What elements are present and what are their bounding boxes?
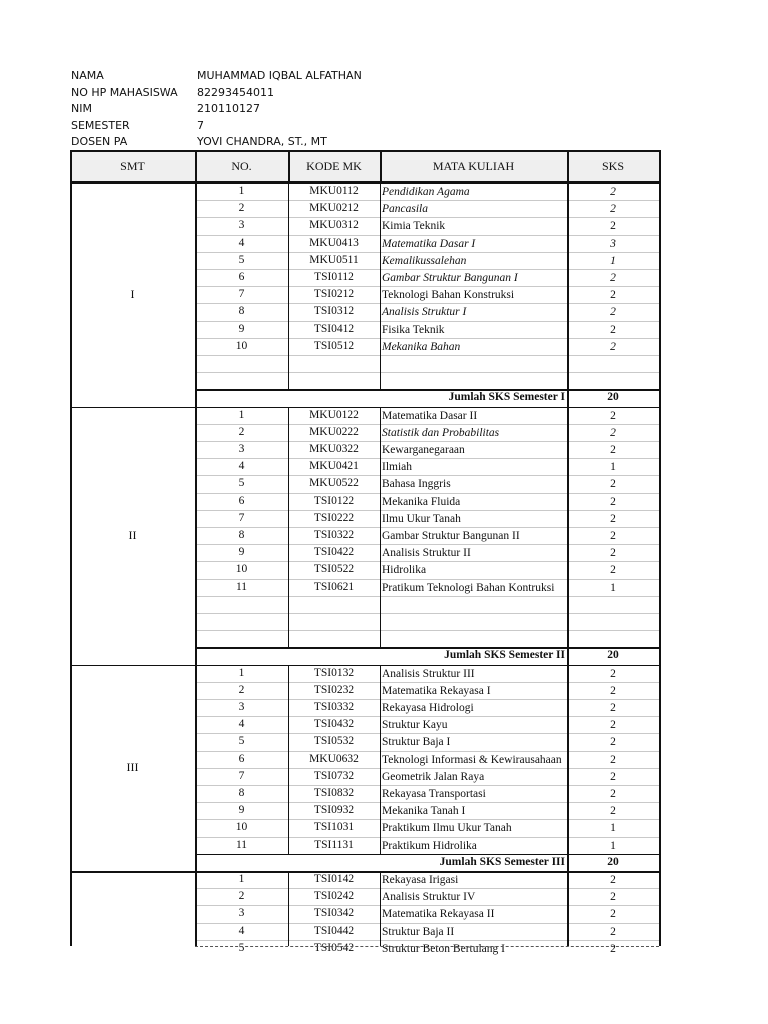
course-name: Ilmiah	[382, 461, 413, 474]
course-no: 6	[238, 752, 245, 765]
info-value: 210110127	[197, 102, 260, 116]
course-code: TSI0132	[313, 666, 355, 679]
course-no: 7	[238, 769, 245, 782]
course-sks: 2	[610, 530, 616, 542]
course-name: Pratikum Teknologi Bahan Kontruksi	[382, 581, 555, 594]
semester-total-value: 20	[607, 649, 619, 662]
course-no: 2	[238, 425, 245, 438]
course-name: Matematika Dasar II	[382, 409, 478, 422]
course-code: TSI0732	[313, 769, 355, 782]
course-no: 3	[238, 907, 245, 920]
course-code: TSI0312	[313, 305, 355, 318]
course-name: Rekayasa Irigasi	[382, 874, 459, 886]
course-name: Struktur Kayu	[382, 719, 448, 732]
course-code: TSI0542	[313, 941, 355, 954]
course-name: Statistik dan Probabilitas	[382, 426, 500, 439]
course-sks: 2	[610, 512, 616, 525]
course-code: MKU0322	[309, 443, 359, 455]
course-no: 1	[238, 185, 245, 197]
course-no: 8	[238, 529, 245, 541]
grid-line	[195, 510, 659, 511]
grid-line	[195, 441, 659, 442]
course-code: TSI0422	[313, 546, 355, 559]
page-cut-line	[195, 946, 659, 947]
course-code: MKU0212	[309, 202, 359, 215]
course-name: Matematika Dasar I	[382, 237, 476, 250]
course-code: MKU0312	[309, 219, 359, 232]
course-no: 7	[238, 511, 245, 524]
row-border	[70, 150, 659, 152]
column-border	[70, 871, 72, 946]
course-name: Mekanika Fluida	[382, 495, 461, 508]
course-sks: 2	[610, 753, 616, 766]
course-sks: 2	[610, 564, 616, 577]
column-border	[288, 183, 289, 389]
column-border	[567, 871, 569, 946]
course-sks: 2	[610, 770, 616, 783]
course-sks: 2	[610, 272, 616, 284]
course-code: MKU0421	[309, 460, 359, 473]
course-name: Fisika Teknik	[382, 323, 445, 336]
info-value: 7	[197, 118, 204, 132]
grid-line	[195, 768, 659, 769]
course-name: Analisis Struktur I	[382, 306, 467, 319]
course-no: 10	[235, 821, 248, 834]
column-border	[380, 407, 381, 648]
course-no: 4	[238, 236, 245, 249]
course-name: Analisis Struktur III	[382, 667, 475, 680]
info-label: NO HP MAHASISWA	[71, 85, 178, 99]
course-sks: 2	[610, 289, 616, 302]
grid-line	[195, 630, 659, 631]
course-name: Rekayasa Hidrologi	[382, 702, 474, 714]
course-code: TSI0332	[313, 701, 355, 713]
course-sks: 2	[610, 942, 616, 955]
semester-total-value: 20	[607, 391, 619, 404]
course-name: Praktikum Hidrolika	[382, 839, 477, 852]
column-border	[567, 183, 569, 407]
course-sks: 2	[610, 788, 616, 800]
grid-line	[195, 269, 659, 270]
course-no: 1	[238, 873, 245, 885]
course-no: 1	[238, 666, 245, 679]
course-sks: 2	[610, 684, 616, 697]
course-sks: 2	[610, 925, 616, 938]
column-border	[70, 665, 72, 871]
course-sks: 2	[610, 736, 616, 749]
info-label: DOSEN PA	[71, 135, 128, 149]
course-code: MKU0222	[309, 425, 359, 438]
course-no: 9	[238, 322, 245, 335]
course-sks: 2	[610, 444, 616, 456]
course-code: MKU0112	[309, 185, 359, 197]
column-border	[659, 665, 661, 871]
header-sks: SKS	[567, 150, 659, 183]
column-border	[195, 665, 197, 871]
course-sks: 1	[610, 581, 616, 594]
course-name: Analisis Struktur II	[382, 547, 471, 560]
info-value: YOVI CHANDRA, ST., MT	[197, 135, 327, 149]
course-code: TSI0932	[313, 804, 355, 817]
column-border	[659, 407, 661, 665]
grid-line	[195, 682, 659, 683]
course-no: 5	[238, 477, 245, 490]
course-no: 5	[238, 735, 245, 748]
course-code: TSI0442	[313, 924, 355, 937]
course-code: MKU0413	[309, 236, 359, 249]
course-name: Struktur Baja I	[382, 736, 451, 749]
grid-line	[195, 613, 659, 614]
grid-line	[195, 802, 659, 803]
course-name: Gambar Struktur Bangunan I	[382, 272, 518, 284]
course-name: Kewarganegaraan	[382, 444, 465, 456]
grid-line	[195, 235, 659, 236]
course-no: 1	[238, 408, 245, 421]
course-sks: 2	[610, 702, 616, 714]
course-sks: 2	[610, 186, 616, 198]
course-no: 2	[238, 890, 245, 903]
course-sks: 2	[610, 478, 616, 491]
header-mk: MATA KULIAH	[380, 150, 567, 183]
course-no: 4	[238, 718, 245, 731]
course-code: TSI0342	[313, 907, 355, 920]
course-code: TSI1131	[314, 838, 354, 851]
grid-line	[195, 493, 659, 494]
grid-line	[195, 785, 659, 786]
semester-label: II	[128, 528, 137, 543]
grid-line	[195, 200, 659, 201]
course-name: Bahasa Inggris	[382, 478, 451, 491]
course-code: TSI0532	[313, 735, 355, 748]
course-no: 6	[238, 494, 245, 507]
semester-total-label: Jumlah SKS Semester I	[448, 391, 565, 404]
course-code: TSI0832	[313, 787, 355, 799]
course-code: TSI0432	[313, 718, 355, 731]
course-code: TSI0232	[313, 683, 355, 696]
course-no: 9	[238, 804, 245, 817]
course-no: 2	[238, 202, 245, 215]
header-smt: SMT	[70, 150, 195, 183]
course-code: TSI0621	[313, 580, 355, 593]
course-code: MKU0522	[309, 477, 359, 490]
course-code: TSI0122	[313, 494, 355, 507]
column-border	[288, 407, 289, 648]
grid-line	[195, 699, 659, 700]
column-border	[195, 871, 197, 946]
course-no: 7	[238, 288, 245, 301]
course-no: 3	[238, 701, 245, 713]
course-no: 5	[238, 253, 245, 266]
course-code: MKU0122	[309, 408, 359, 421]
course-sks: 2	[610, 203, 616, 216]
grid-line	[195, 940, 659, 941]
course-name: Teknologi Bahan Konstruksi	[382, 289, 515, 302]
course-no: 10	[235, 563, 248, 576]
column-border	[195, 407, 197, 665]
course-no: 2	[238, 683, 245, 696]
column-border	[380, 150, 382, 183]
grid-line	[195, 475, 659, 476]
course-name: Pendidikan Agama	[382, 186, 470, 198]
semester-label: I	[130, 287, 135, 302]
course-name: Matematika Rekayasa II	[382, 908, 495, 921]
course-no: 11	[235, 580, 248, 593]
header-no: NO.	[195, 150, 288, 183]
course-no: 3	[238, 443, 245, 455]
grid-line	[195, 527, 659, 528]
course-code: TSI0322	[313, 529, 355, 541]
course-no: 10	[235, 339, 248, 352]
column-border	[380, 665, 381, 854]
course-sks: 2	[610, 426, 616, 439]
course-sks: 1	[610, 254, 616, 267]
course-name: Praktikum Ilmu Ukur Tanah	[382, 822, 512, 835]
grid-line	[195, 303, 659, 304]
column-border	[659, 871, 661, 946]
column-border	[567, 150, 569, 183]
grid-line	[195, 355, 659, 356]
course-name: Ilmu Ukur Tanah	[382, 512, 461, 525]
info-label: NAMA	[71, 69, 104, 82]
grid-line	[195, 837, 659, 838]
course-code: TSI0112	[314, 271, 354, 283]
info-value: MUHAMMAD IQBAL ALFATHAN	[197, 69, 362, 82]
course-name: Hidrolika	[382, 564, 427, 577]
course-code: TSI1031	[313, 821, 355, 834]
course-name: Kemalikussalehan	[382, 254, 467, 267]
course-sks: 2	[610, 667, 616, 680]
semester-total-value: 20	[607, 855, 619, 868]
column-border	[288, 871, 289, 946]
grid-line	[195, 716, 659, 717]
grid-line	[195, 888, 659, 889]
course-code: MKU0632	[309, 752, 359, 765]
course-name: Geometrik Jalan Raya	[382, 770, 485, 783]
course-no: 8	[238, 787, 245, 799]
course-no: 11	[235, 838, 248, 851]
course-sks: 2	[610, 306, 616, 319]
course-no: 5	[238, 941, 245, 954]
course-name: Teknologi Informasi & Kewirausahaan	[382, 753, 562, 766]
grid-line	[195, 733, 659, 734]
column-border	[380, 871, 381, 946]
column-border	[70, 183, 72, 407]
course-code: TSI0412	[313, 322, 355, 335]
grid-line	[195, 458, 659, 459]
course-code: TSI0522	[313, 563, 355, 576]
grid-line	[195, 544, 659, 545]
course-name: Kimia Teknik	[382, 220, 446, 233]
course-name: Analisis Struktur IV	[382, 891, 476, 904]
grid-line	[195, 338, 659, 339]
column-border	[195, 183, 197, 407]
column-border	[380, 183, 381, 389]
column-border	[567, 665, 569, 871]
course-no: 4	[238, 924, 245, 937]
column-border	[195, 150, 197, 183]
semester-total-label: Jumlah SKS Semester II	[444, 649, 565, 662]
grid-line	[195, 286, 659, 287]
course-code: TSI0142	[313, 873, 355, 885]
course-no: 6	[238, 271, 245, 283]
course-no: 8	[238, 305, 245, 318]
course-code: TSI0512	[313, 339, 355, 352]
course-no: 3	[238, 219, 245, 232]
course-name: Struktur Beton Bertulang I	[382, 942, 505, 955]
grid-line	[195, 819, 659, 820]
course-name: Struktur Baja II	[382, 925, 455, 938]
course-sks: 2	[610, 495, 616, 508]
grid-line	[195, 561, 659, 562]
column-border	[70, 407, 72, 665]
course-sks: 2	[610, 719, 616, 732]
header-kode: KODE MK	[288, 150, 380, 183]
grid-line	[195, 596, 659, 597]
semester-label: III	[126, 760, 139, 775]
grid-line	[195, 372, 659, 373]
grid-line	[195, 579, 659, 580]
course-name: Mekanika Bahan	[382, 340, 461, 353]
course-name: Mekanika Tanah I	[382, 805, 466, 818]
column-border	[659, 183, 661, 407]
grid-line	[195, 751, 659, 752]
column-border	[659, 150, 661, 183]
course-no: 4	[238, 460, 245, 473]
column-border	[288, 150, 290, 183]
info-value: 82293454011	[197, 85, 274, 99]
grid-line	[195, 217, 659, 218]
grid-line	[195, 923, 659, 924]
course-sks: 2	[610, 323, 616, 336]
course-no: 9	[238, 546, 245, 559]
course-sks: 1	[610, 839, 616, 852]
course-name: Gambar Struktur Bangunan II	[382, 530, 520, 542]
column-border	[567, 407, 569, 665]
course-sks: 1	[610, 461, 616, 474]
column-border	[70, 150, 72, 183]
info-label: NIM	[71, 102, 92, 116]
course-sks: 3	[610, 237, 616, 250]
course-name: Pancasila	[382, 203, 428, 216]
course-code: TSI0242	[313, 890, 355, 903]
semester-total-label: Jumlah SKS Semester III	[439, 855, 565, 868]
course-sks: 2	[610, 220, 616, 233]
course-sks: 2	[610, 874, 616, 886]
course-name: Rekayasa Transportasi	[382, 788, 486, 800]
grid-line	[195, 424, 659, 425]
course-sks: 1	[610, 822, 616, 835]
course-sks: 2	[610, 409, 616, 422]
grid-line	[195, 252, 659, 253]
info-label: SEMESTER	[71, 118, 130, 132]
course-sks: 2	[610, 805, 616, 818]
course-sks: 2	[610, 547, 616, 560]
grid-line	[195, 321, 659, 322]
course-sks: 2	[610, 908, 616, 921]
course-sks: 2	[610, 340, 616, 353]
course-code: TSI0222	[313, 511, 355, 524]
course-code: TSI0212	[313, 288, 355, 301]
grid-line	[195, 905, 659, 906]
course-sks: 2	[610, 891, 616, 904]
course-name: Matematika Rekayasa I	[382, 684, 491, 697]
course-code: MKU0511	[309, 253, 359, 266]
column-border	[288, 665, 289, 854]
